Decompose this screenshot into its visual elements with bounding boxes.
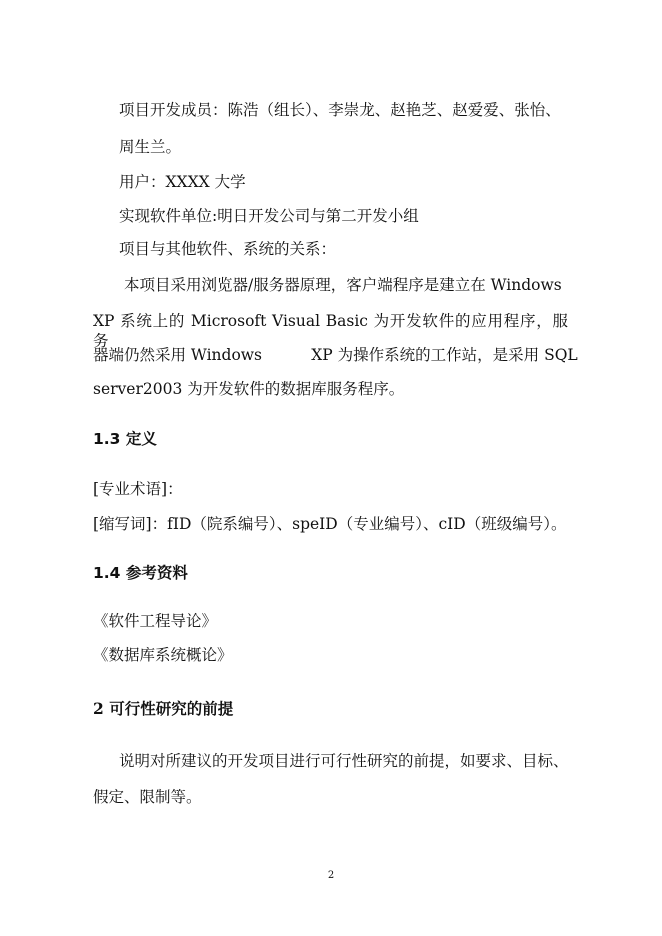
section-1-3-number: 1.3 bbox=[93, 430, 121, 448]
section-2-title: 可行性研究的前提 bbox=[109, 700, 234, 718]
relation-para-line-1: 本项目采用浏览器/服务器原理，客户端程序是建立在 Windows bbox=[124, 276, 562, 294]
section-1-4-number: 1.4 bbox=[93, 564, 121, 582]
abbr-line: [缩写词]：fID（院系编号）、speID（专业编号）、cID（班级编号）。 bbox=[93, 515, 567, 533]
terms-line: [专业术语]： bbox=[93, 480, 183, 498]
section-1-4-title: 参考资料 bbox=[125, 564, 188, 582]
section-1-3-heading bbox=[93, 429, 157, 449]
page-number: 2 bbox=[327, 870, 335, 881]
unit-line: 实现软件单位:明日开发公司与第二开发小组 bbox=[119, 207, 419, 225]
reference-item: 《软件工程导论》 bbox=[93, 612, 218, 630]
relation-para-line-3: 器端仍然采用 Windows XP 为操作系统的工作站，是采用 SQL bbox=[93, 346, 578, 364]
section-2-number: 2 bbox=[93, 699, 104, 718]
section-2-para-line-2: 假定、限制等。 bbox=[93, 788, 202, 806]
section-1-4-heading bbox=[93, 563, 188, 583]
section-2-para-line-1: 说明对所建议的开发项目进行可行性研究的前提，如要求、目标、 bbox=[119, 752, 569, 770]
reference-item: 《数据库系统概论》 bbox=[93, 646, 233, 664]
members-line-2: 周生兰。 bbox=[119, 138, 182, 156]
relation-para-line-2: XP 系统上的 Microsoft Visual Basic 为开发软件的应用程序，服务 bbox=[93, 312, 568, 350]
relation-heading: 项目与其他软件、系统的关系： bbox=[119, 240, 337, 258]
members-line-1: 项目开发成员：陈浩（组长）、李崇龙、赵艳芝、赵爱爱、张怡、 bbox=[119, 101, 561, 119]
user-line: 用户：XXXX 大学 bbox=[119, 173, 246, 191]
section-2-heading bbox=[93, 699, 233, 719]
relation-para-line-4: server2003 为开发软件的数据库服务程序。 bbox=[93, 380, 405, 398]
section-1-3-title: 定义 bbox=[125, 430, 157, 448]
